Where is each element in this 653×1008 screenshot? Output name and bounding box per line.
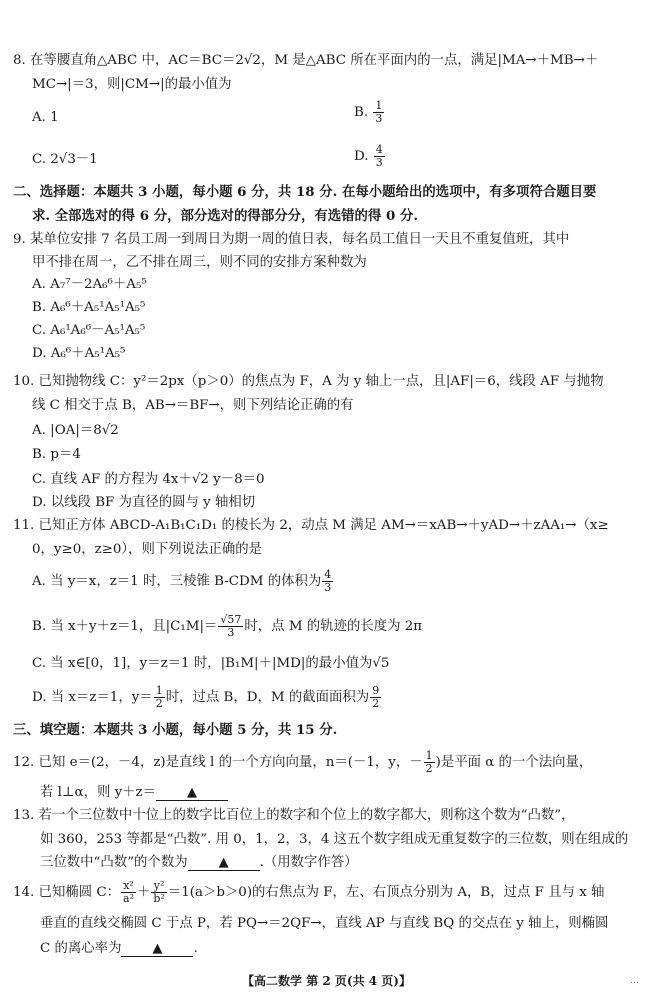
q10-stem-line1: 10. 已知抛物线 C：y²＝2px（p＞0）的焦点为 F，A 为 y 轴上一点，且|AF|＝6，线段 AF 与抛物 [13, 374, 604, 389]
q11-option-b: B. 当 x＋y＋z＝1，且|C₁M|＝ $\frac{√57}{3}$ 时，点 M 的轨迹的长度为 2π [32, 613, 423, 639]
page-footer: 【高二数学 第 2 页(共 4 页)】 [242, 974, 411, 988]
q12-answer-blank[interactable] [156, 786, 228, 801]
q11-option-d-fraction-y: $\frac{1}{2}$ [155, 684, 163, 710]
q8-option-b-fraction: $\frac{1}{3}$ [375, 99, 383, 125]
q11-stem-line1: 11. 已知正方体 ABCD-A₁B₁C₁D₁ 的棱长为 2，动点 M 满足 AM→＝xAB→＋yAD→＋zAA₁→（x≥ [13, 518, 609, 533]
q11-option-a: A. 当 y＝x，z＝1 时，三棱锥 B-CDM 的体积为 $\frac{4}{3}$ [32, 568, 332, 594]
q11-stem-line2: 0，y≥0，z≥0），则下列说法正确的是 [32, 542, 262, 557]
q9-stem-line2: 甲不排在周一，乙不排在周三，则不同的安排方案种数为 [32, 255, 367, 270]
q12-fraction: $\frac{1}{2}$ [425, 749, 433, 775]
q10-option-c: C. 直线 AF 的方程为 4x＋√2 y－8＝0 [32, 472, 265, 487]
q14-stem-line3: C 的离心率为 ▲ . [40, 941, 198, 956]
q14-stem-line2: 垂直的直线交椭圆 C 于点 P，若 PQ→＝2QF→，直线 AP 与直线 BQ 的交点在 y 轴上，则椭圆 [40, 916, 609, 931]
q14-answer-blank[interactable] [121, 942, 193, 957]
q8-option-b: B. $\frac{1}{3}$ [354, 99, 383, 125]
q9-stem-line1: 9. 某单位安排 7 名员工周一到周日为期一周的值日表，每名员工值日一天且不重复值班，其中 [13, 232, 570, 247]
q8-option-d: D. $\frac{4}{3}$ [354, 143, 383, 169]
triangle-marker-icon: ▲ [187, 785, 198, 800]
q8-option-d-fraction: $\frac{4}{3}$ [375, 143, 383, 169]
corner-mark: … [630, 976, 639, 986]
q10-stem-line2: 线 C 相交于点 B，AB→＝BF→，则下列结论正确的有 [32, 398, 354, 413]
q13-stem-line3: 三位数中“凸数”的个数为 ▲ .（用数字作答） [40, 855, 358, 870]
q11-option-a-fraction: $\frac{4}{3}$ [324, 568, 332, 594]
q12-stem-line2: 若 l⊥α，则 y＋z＝ ▲ [40, 783, 228, 803]
q14-fraction-y: $\frac{\text{y²}}{\text{b²}}$ [153, 879, 165, 905]
section3-heading: 三、填空题：本题共 3 小题，每小题 5 分，共 15 分. [13, 722, 338, 738]
q9-option-b: B. A₆⁶＋A₅¹A₅¹A₅⁵ [32, 300, 146, 315]
q9-option-a: A. A₇⁷－2A₆⁶＋A₅⁵ [32, 277, 147, 292]
q8-stem-line2: MC→|＝3，则|CM→|的最小值为 [32, 77, 232, 92]
q11-option-b-fraction: $\frac{√57}{3}$ [220, 613, 242, 639]
section2-heading-line1: 二、选择题：本题共 3 小题，每小题 6 分，共 18 分. 在每小题给出的选项中，有多项符合题目要 [13, 184, 597, 200]
q10-option-b: B. p＝4 [32, 447, 81, 462]
q9-option-d: D. A₆⁶＋A₅¹A₅⁵ [32, 346, 126, 361]
triangle-marker-icon: ▲ [152, 941, 163, 956]
q14-fraction-x: $\frac{\text{x²}}{\text{a²}}$ [123, 879, 134, 905]
q13-stem-line1: 13. 若一个三位数中十位上的数字比百位上的数字和个位上的数字都大，则称这个数为“凸数”， [13, 808, 575, 823]
triangle-marker-icon: ▲ [218, 855, 229, 870]
q10-option-a: A. |OA|＝8√2 [32, 423, 119, 438]
q11-option-d: D. 当 x＝z＝1，y＝ $\frac{1}{2}$ 时，过点 B，D，M 的截面面积为 $\frac{9}{2}$ [32, 684, 380, 710]
q11-option-c: C. 当 x∈[0，1]，y＝z＝1 时，|B₁M|＋|MD|的最小值为√5 [32, 656, 390, 671]
q8-option-c: C. 2√3－1 [32, 152, 98, 167]
q13-answer-blank[interactable] [188, 856, 260, 871]
q8-stem-line1: 8. 在等腰直角△ABC 中，AC＝BC＝2√2，M 是△ABC 所在平面内的一点，满足|MA→＋MB→＋ [13, 53, 599, 68]
q10-option-d: D. 以线段 BF 为直径的圆与 y 轴相切 [32, 495, 256, 510]
q13-stem-line2: 如 360，253 等都是“凸数”. 用 0，1，2，3，4 这五个数字组成无重复数字的三位数，则在组成的 [40, 832, 629, 847]
q14-stem-line1: 14. 已知椭圆 C： $\frac{\text{x²}}{\text{a²}}$ ＋ $\frac{\text{y²}}{\text{b²}}$ ＝1(a＞b＞0)的右焦点为 F，左、右顶点分别为 A，B，过点 F 且与 x 轴 [13, 879, 605, 905]
section2-heading-line2: 求. 全部选对的得 6 分，部分选对的得部分分，有选错的得 0 分. [32, 208, 419, 224]
q8-option-a: A. 1 [32, 110, 59, 125]
q9-option-c: C. A₆¹A₆⁶－A₅¹A₅⁵ [32, 323, 146, 338]
q12-stem-line1: 12. 已知 e＝(2，－4，z)是直线 l 的一个方向向量，n＝(－1，y，－ $\frac{1}{2}$ )是平面 α 的一个法向量， [13, 749, 593, 775]
q11-option-d-fraction-area: $\frac{9}{2}$ [372, 684, 380, 710]
